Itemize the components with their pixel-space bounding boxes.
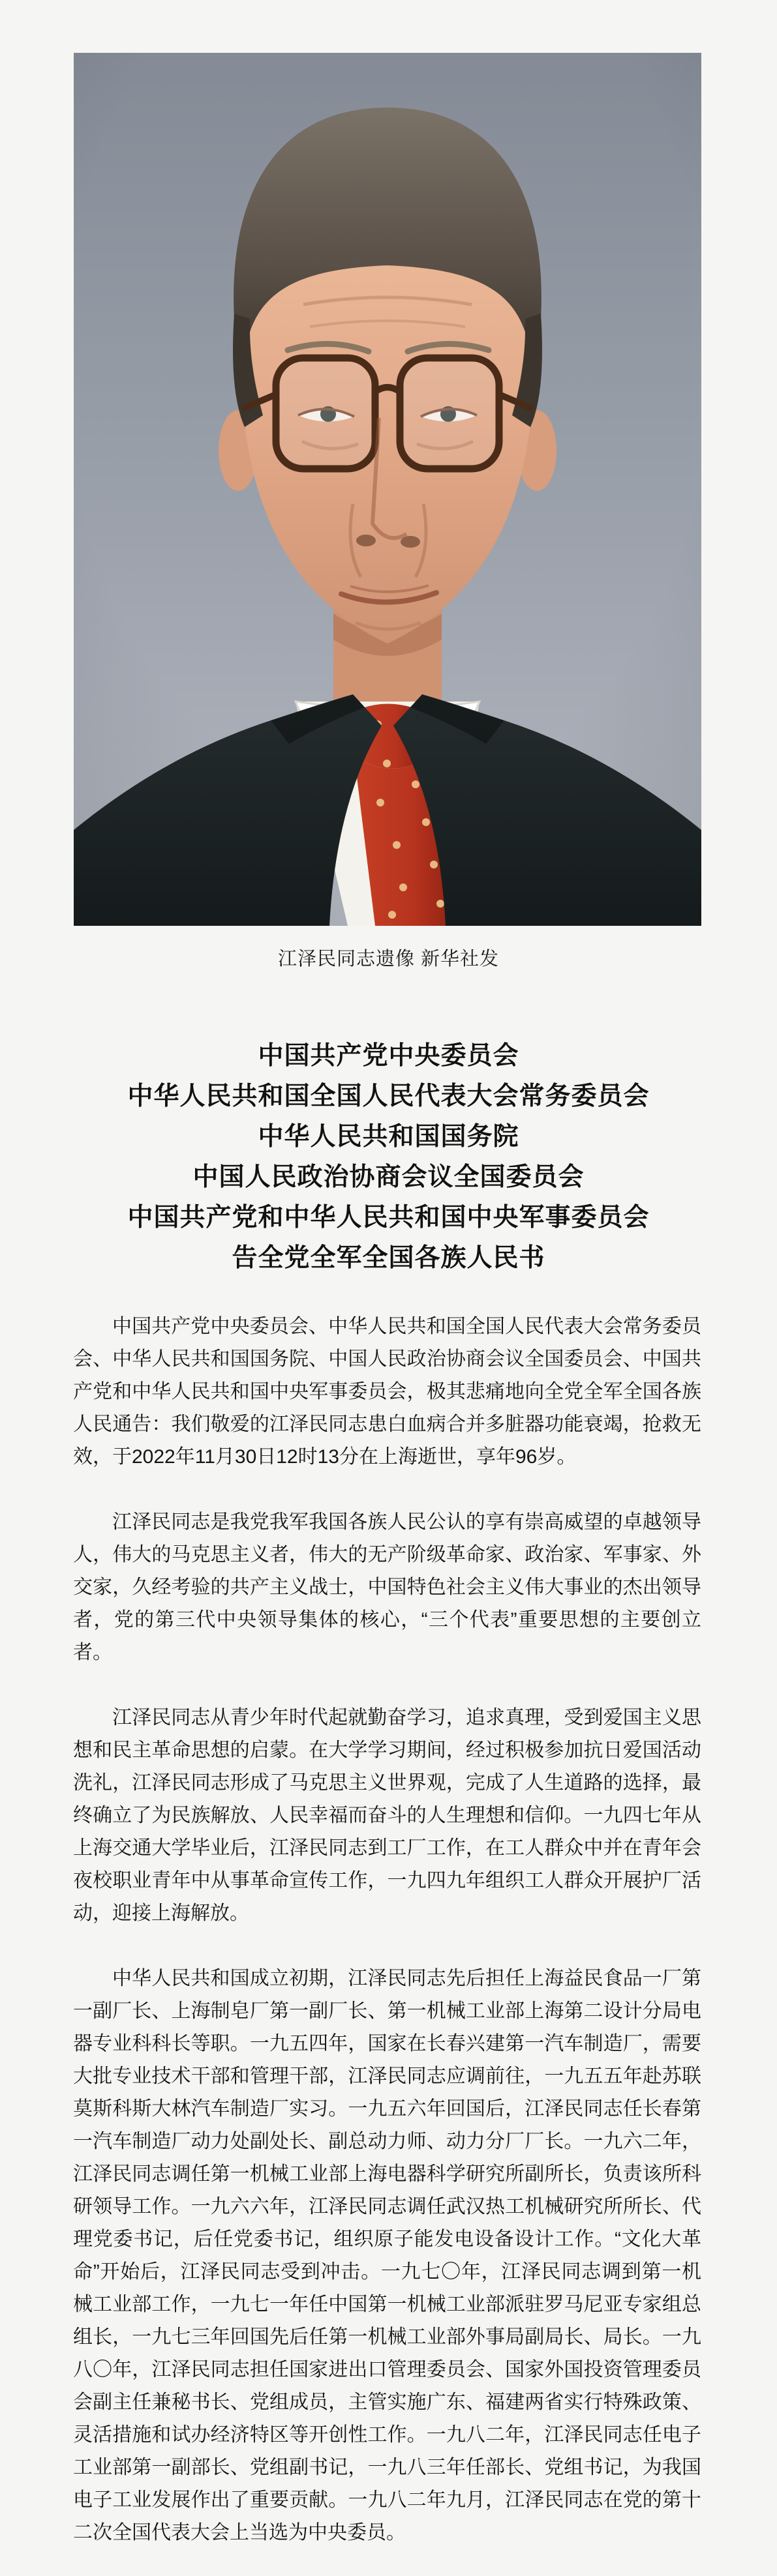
paragraph-1: 中国共产党中央委员会、中华人民共和国全国人民代表大会常务委员会、中华人民共和国国务院、中国人民政治协商会议全国委员会、中国共产党和中华人民共和国中央军事委员会，极其悲痛地向全党全军全国各族人民通告：我们敬爱的江泽民同志患白血病合并多脏器功能衰竭，抢救无效，于2022年11月30日12时13分在上海逝世，享年96岁。	[73, 1316, 701, 1468]
paragraph-2: 江泽民同志是我党我军我国各族人民公认的享有崇高威望的卓越领导人，伟大的马克思主义者，伟大的无产阶级革命家、政治家、军事家、外交家，久经考验的共产主义战士，中国特色社会主义伟大事业的杰出领导者，党的第三代中央领导集体的核心，“三个代表”重要思想的主要创立者。	[73, 1511, 701, 1663]
title-line-4: 中国人民政治协商会议全国委员会	[192, 1163, 585, 1191]
document-body	[73, 1310, 701, 2549]
title-line-3: 中华人民共和国国务院	[258, 1123, 519, 1151]
title-line-6: 告全党全军全国各族人民书	[232, 1244, 545, 1272]
paragraph-4: 中华人民共和国成立初期，江泽民同志先后担任上海益民食品一厂第一副厂长、上海制皂厂第一副厂长、第一机械工业部上海第二设计分局电器专业科科长等职。一九五四年，国家在长春兴建第一汽车制造厂，需要大批专业技术干部和管理干部，江泽民同志应调前往，一九五五年赴苏联莫斯科斯大林汽车制造厂实习。一九五六年回国后，江泽民同志任长春第一汽车制造厂动力处副处长、副总动力师、动力分厂厂长。一九六二年，江泽民同志调任第一机械工业部上海电器科学研究所副所长，负责该所科研领导工作。一九六六年，江泽民同志调任武汉热工机械研究所所长、代理党委书记，后任党委书记，组织原子能发电设备设计工作。“文化大革命”开始后，江泽民同志受到冲击。一九七〇年，江泽民同志调到第一机械工业部工作，一九七一年任中国第一机械工业部派驻罗马尼亚专家组总组长，一九七三年回国先后任第一机械工业部外事局副局长、局长。一九八〇年，江泽民同志担任国家进出口管理委员会、国家外国投资管理委员会副主任兼秘书长、党组成员，主管实施广东、福建两省实行特殊政策、灵活措施和试办经济特区等开创性工作。一九八二年，江泽民同志任电子工业部第一副部长、党组副书记，一九八三年任部长、党组书记，为我国电子工业发展作出了重要贡献。一九八二年九月，江泽民同志在党的第十二次全国代表大会上当选为中央委员。	[73, 1968, 701, 2543]
portrait-photo-canvas	[74, 53, 701, 926]
document-title	[0, 1036, 777, 1279]
photo-caption: 江泽民同志遗像 新华社发	[277, 949, 500, 970]
paragraph-3: 江泽民同志从青少年时代起就勤奋学习，追求真理，受到爱国主义思想和民主革命思想的启蒙。在大学学习期间，经过积极参加抗日爱国活动洗礼，江泽民同志形成了马克思主义世界观，完成了人生道路的选择，最终确立了为民族解放、人民幸福而奋斗的人生理想和信仰。一九四七年从上海交通大学毕业后，江泽民同志到工厂工作，在工人群众中并在青年会夜校职业青年中从事革命宣传工作，一九四九年组织工人群众开展护厂活动，迎接上海解放。	[73, 1707, 701, 1924]
title-line-5: 中国共产党和中华人民共和国中央军事委员会	[127, 1204, 650, 1232]
portrait-photo	[74, 53, 701, 926]
title-line-2: 中华人民共和国全国人民代表大会常务委员会	[127, 1082, 650, 1110]
title-line-1: 中国共产党中央委员会	[258, 1042, 519, 1070]
